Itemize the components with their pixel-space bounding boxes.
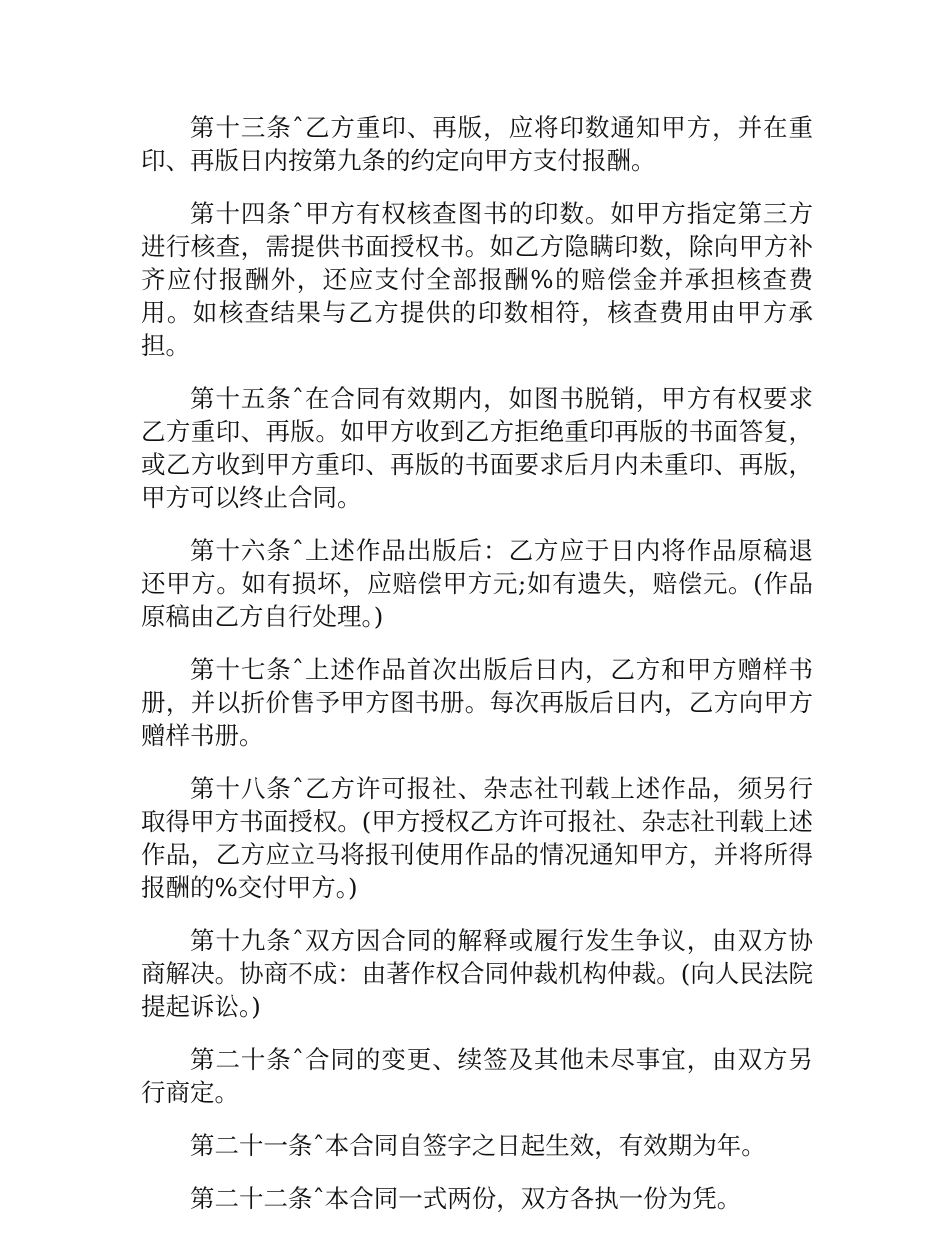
clause-17: 第十七条ˆ上述作品首次出版后日内，乙方和甲方赠样书册，并以折价售予甲方图书册。每次再版后日内，乙方向甲方赠样书册。	[141, 655, 813, 750]
clause-13: 第十三条ˆ乙方重印、再版，应将印数通知甲方，并在重印、再版日内按第九条的约定向甲方支付报酬。	[141, 113, 813, 175]
clause-16: 第十六条ˆ上述作品出版后：乙方应于日内将作品原稿退还甲方。如有损坏，应赔偿甲方元;如有遗失，赔偿元。(作品原稿由乙方自行处理。)	[141, 536, 813, 631]
clause-20: 第二十条ˆ合同的变更、续签及其他未尽事宜，由双方另行商定。	[141, 1045, 813, 1107]
clause-18: 第十八条ˆ乙方许可报社、杂志社刊载上述作品，须另行取得甲方书面授权。(甲方授权乙方许可报社、杂志社刊载上述作品，乙方应立马将报刊使用作品的情况通知甲方，并将所得报酬的%交付甲方。)	[141, 774, 813, 902]
clause-15: 第十五条ˆ在合同有效期内，如图书脱销，甲方有权要求乙方重印、再版。如甲方收到乙方拒绝重印再版的书面答复，或乙方收到甲方重印、再版的书面要求后月内未重印、再版，甲方可以终止合同。	[141, 384, 813, 512]
clause-19: 第十九条ˆ双方因合同的解释或履行发生争议，由双方协商解决。协商不成：由著作权合同仲裁机构仲裁。(向人民法院提起诉讼。)	[141, 926, 813, 1021]
contract-body	[141, 111, 813, 1235]
clause-21: 第二十一条ˆ本合同自签字之日起生效，有效期为年。	[190, 1131, 766, 1160]
clause-22: 第二十二条ˆ本合同一式两份，双方各执一份为凭。	[190, 1184, 742, 1213]
clause-14: 第十四条ˆ甲方有权核查图书的印数。如甲方指定第三方进行核查，需提供书面授权书。如乙方隐瞒印数，除向甲方补齐应付报酬外，还应支付全部报酬%的赔偿金并承担核查费用。如核查结果与乙方提供的印数相符，核查费用由甲方承担。	[141, 199, 813, 360]
